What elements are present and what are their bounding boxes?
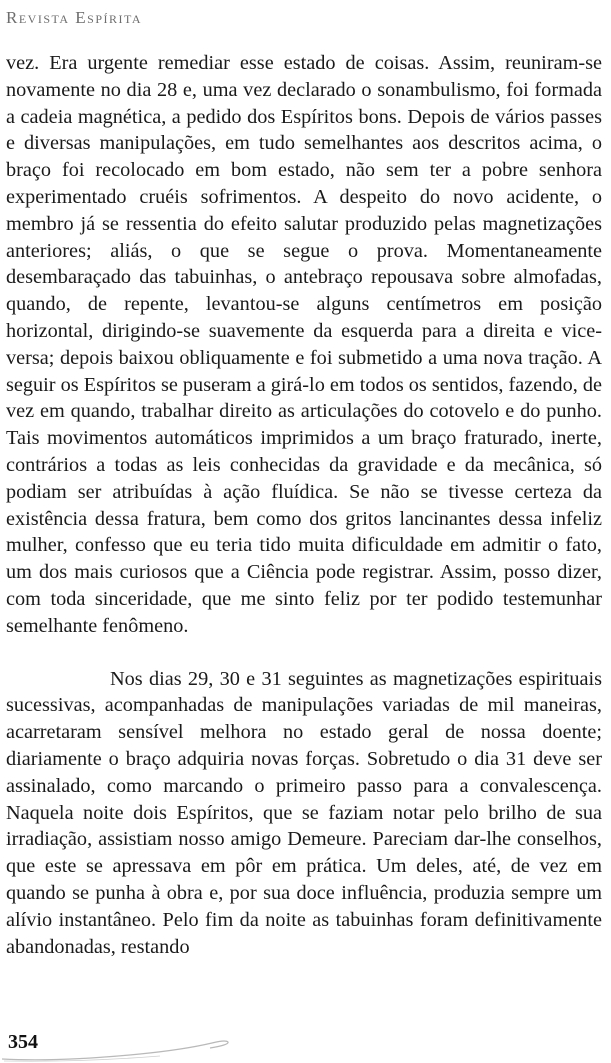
page-body — [6, 50, 602, 960]
page-number: 354 — [8, 1031, 38, 1053]
paragraph-1: vez. Era urgente remediar esse estado de coisas. Assim, reuniram-se novamente no dia 28 e, uma vez declarado o sonambulismo, foi formada a cadeia magnética, a pedido dos Espíritos bons. Depois de vários passes e diversas manipulações, em tudo semelhantes aos descritos acima, o braço foi recolocado em bom estado, não sem ter a pobre senhora experimentado cruéis sofrimentos. A despeito do novo acidente, o membro já se ressentia do efeito salutar produzido pelas magnetizações anteriores; aliás, o que se segue o prova. Momentaneamente desembaraçado das tabuinhas, o antebraço repousava sobre almofadas, quando, de repente, levantou-se alguns centímetros em posição horizontal, dirigindo-se suavemente da esquerda para a direita e vice-versa; depois baixou obliquamente e foi submetido a uma nova tração. A seguir os Espíritos se puseram a girá-lo em todos os sentidos, fazendo, de vez em quando, trabalhar direito as articulações do cotovelo e do punho. Tais movimentos automáticos imprimidos a um braço fraturado, inerte, contrários a todas as leis conhecidas da gravidade e da mecânica, só podiam ser atribuídas à ação fluídica. Se não se tivesse certeza da existência dessa fratura, bem como dos gritos lancinantes dessa infeliz mulher, confesso que eu teria tido muita dificuldade em admitir o fato, um dos mais curiosos que a Ciência pode registrar. Assim, posso dizer, com toda sinceridade, que me sinto feliz por ter podido testemunhar semelhante fenômeno. — [6, 52, 602, 637]
running-header-title: Revista Espírita — [6, 8, 143, 27]
paragraph-2: Nos dias 29, 30 e 31 seguintes as magnetizações espirituais sucessivas, acompanhadas de manipulações variadas de mil maneiras, acarretaram sensível melhora no estado geral de nossa doente; diariamente o braço adquiria novas forças. Sobretudo o dia 31 deve ser assinalado, como marcando o primeiro passo para a convalescença. Naquela noite dois Espíritos, que se faziam notar pelo brilho de sua irradiação, assistiam nosso amigo Demeure. Pareciam dar-lhe conselhos, que este se apressava em pôr em prática. Um deles, até, de vez em quando se punha à obra e, por sua doce influência, produzia sempre um alívio instantâneo. Pelo fim da noite as tabuinhas foram definitivamente abandonadas, restando — [6, 667, 602, 958]
